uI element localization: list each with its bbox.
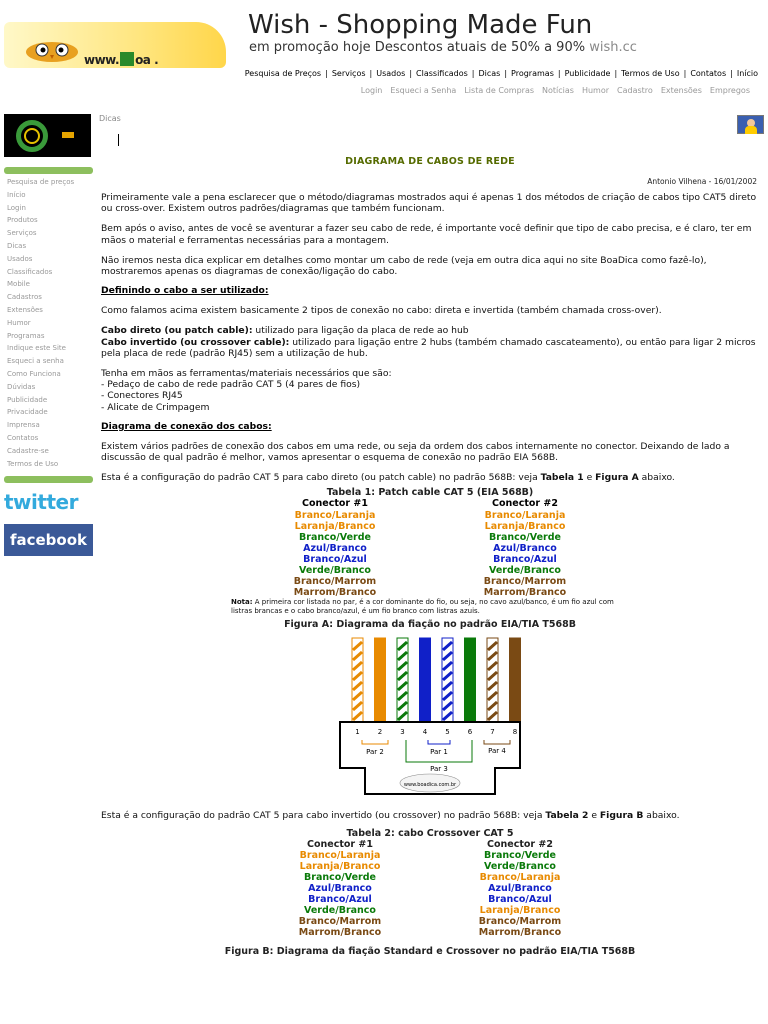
wire-1	[352, 638, 363, 724]
wire-color-cell: Laranja/Branco	[484, 520, 566, 532]
pin-number: 3	[400, 728, 405, 737]
paragraph-scope: Não iremos nesta dica explicar em detalhes como montar um cabo de rede (veja em outra dica aqui no site BoaDica como fazê-lo), mostraremos apenas os diagramas de conexão/ligação do cabo.	[101, 254, 707, 278]
left-menu-item[interactable]: Indique este Site	[7, 344, 66, 353]
pin-number: 1	[355, 728, 360, 737]
topnav-item[interactable]: Usados	[376, 69, 406, 78]
facebook-logo[interactable]: facebook	[4, 524, 93, 556]
left-menu-item[interactable]: Classificados	[7, 267, 53, 276]
pair-4-label: Par 4	[488, 747, 506, 756]
tool-item: - Conectores RJ45	[101, 390, 183, 402]
left-menu-item[interactable]: Produtos	[7, 216, 38, 225]
paragraph-tools-intro: Tenha em mãos as ferramentas/materiais necessários que são:	[101, 368, 392, 380]
wire-color-cell: Branco/Laranja	[479, 871, 561, 883]
left-menu-item[interactable]: Privacidade	[7, 408, 48, 417]
secondary-navigation	[353, 86, 750, 95]
breadcrumb[interactable]: Dicas	[99, 114, 121, 123]
table2	[250, 839, 610, 939]
table1-connector2-column	[430, 498, 620, 598]
nav-separator: |	[369, 69, 373, 78]
paragraph-standards: Existem vários padrões de conexão dos cabos em uma rede, ou seja da ordem dos cabos internamente no conector. Deixando de lado a discussão de qual padrão é melhor, vamos apresentar o esquema de conexão no padrão EIA 568B.	[101, 440, 730, 464]
wire-color-note: Nota: A primeira cor listada no par, é a cor dominante do fio, ou seja, no cavo azul/banco, é um fio azul com listras brancas e o cabo branco/azul, é um fio branco com listras azuis.	[231, 598, 614, 615]
dollar-icon	[24, 128, 40, 144]
nav-separator: |	[471, 69, 475, 78]
nav-separator: |	[683, 69, 687, 78]
wire-color-cell: Verde/Branco	[299, 565, 371, 577]
subnav-item[interactable]: Lista de Compras	[464, 86, 535, 95]
left-menu-item[interactable]: Extensões	[7, 305, 43, 314]
table2-header-connector2: Conector #2	[487, 838, 553, 850]
nav-separator: |	[325, 69, 328, 78]
text-cursor	[118, 134, 119, 146]
page-title: Wish - Shopping Made Fun	[248, 10, 593, 40]
left-menu-bottom-bar	[4, 476, 93, 483]
top-navigation	[245, 69, 758, 78]
nav-separator: |	[504, 69, 508, 78]
left-menu-item[interactable]: Login	[7, 203, 26, 212]
left-menu-item[interactable]: Pesquisa de preços	[7, 178, 75, 186]
wire-color-cell: Branco/Azul	[493, 553, 557, 565]
table2-connector2-column	[430, 839, 610, 939]
subnav-item[interactable]: Humor	[581, 86, 610, 95]
table1-header-connector2: Conector #2	[492, 498, 558, 510]
topnav-item[interactable]: Termos de Uso	[621, 69, 680, 78]
paragraph-cable-types: Como falamos acima existem basicamente 2 tipos de conexão no cabo: direta e invertida (também chamada cross-over).	[101, 305, 662, 317]
pin-number: 4	[422, 728, 428, 737]
wire-color-cell: Branco/Laranja	[484, 509, 566, 521]
table1-connector1-column	[240, 498, 430, 598]
wire-color-cell: Branco/Marrom	[483, 576, 567, 588]
wire-color-cell: Verde/Branco	[484, 860, 556, 872]
left-menu-item[interactable]: Cadastre-se	[7, 446, 49, 455]
pin-number: 5	[445, 728, 450, 737]
paragraph-direct-cable: Cabo direto (ou patch cable): utilizado para ligação da placa de rede ao hub	[101, 325, 469, 337]
paragraph-warning: Bem após o aviso, antes de você se aventurar a fazer seu cabo de rede, é importante você definir que tipo de cabo precisa, e é claro, ter em mãos o material e ferramentas necessárias para a montagem.	[101, 223, 752, 246]
wire-7	[487, 638, 498, 724]
wire-color-cell: Branco/Marrom	[298, 916, 382, 928]
wire-color-cell: Azul/Branco	[493, 542, 557, 554]
wire-color-cell: Branco/Marrom	[478, 916, 562, 928]
wire-color-cell: Branco/Marrom	[293, 576, 377, 588]
wire-color-cell: Branco/Laranja	[294, 509, 376, 521]
pair-3-label: Par 3	[430, 765, 448, 774]
user-avatar-icon[interactable]	[737, 115, 764, 134]
nav-separator: |	[557, 69, 561, 78]
figure-b-title: Figura B: Diagrama da fiação Standard e Crossover no padrão EIA/TIA T568B	[224, 946, 636, 958]
tool-item: - Pedaço de cabo de rede padrão CAT 5 (4 pares de fios)	[101, 379, 361, 391]
left-menu-item[interactable]: Cadastros	[7, 293, 42, 302]
subnav-item[interactable]: Extensões	[660, 86, 702, 95]
topnav-item[interactable]: Serviços	[331, 69, 366, 78]
wire-color-cell: Branco/Azul	[488, 893, 552, 905]
table2-connector1-column	[250, 839, 430, 939]
promo-domain: wish.cc	[589, 40, 637, 55]
section-heading-connection-diagram: Diagrama de conexão dos cabos:	[101, 420, 272, 432]
subnav-item[interactable]: Notícias	[542, 86, 574, 95]
table1	[240, 498, 620, 598]
pin-number: 2	[377, 728, 383, 737]
figure-a-wiring-diagram	[330, 636, 530, 800]
table1-title: Tabela 1: Patch cable CAT 5 (EIA 568B)	[326, 487, 534, 499]
owl-mascot-icon	[24, 38, 80, 64]
wire-color-cell: Laranja/Branco	[479, 905, 561, 917]
table2-header-connector1: Conector #1	[307, 838, 373, 850]
nav-separator: |	[614, 69, 618, 78]
pin-number: 6	[467, 728, 473, 737]
paragraph-crossover-config: Esta é a configuração do padrão CAT 5 para cabo invertido (ou crossover) no padrão 568B: veja Tabela 2 e Figura B abaixo.	[101, 810, 680, 822]
left-menu-item[interactable]: Como Funciona	[7, 369, 61, 378]
wire-color-cell: Branco/Azul	[303, 553, 367, 565]
pair-1-label: Par 1	[430, 748, 448, 757]
figure-a-title: Figura A: Diagrama da fiação no padrão EIA/TIA T568B	[284, 619, 576, 631]
section-heading-cable-type: Definindo o cabo a ser utilizado:	[101, 285, 269, 297]
article-content	[101, 150, 759, 957]
arrow-icon	[62, 132, 74, 138]
pair-2-label: Par 2	[366, 748, 384, 757]
left-menu-item[interactable]: Usados	[7, 254, 33, 263]
left-menu-item[interactable]: Início	[7, 190, 26, 199]
left-menu-item[interactable]: Humor	[7, 318, 31, 327]
subnav-item[interactable]: Empregos	[709, 86, 750, 95]
subnav-item[interactable]: Login	[360, 86, 383, 95]
wire-color-cell: Marrom/Branco	[483, 587, 567, 599]
left-menu-item[interactable]: Publicidade	[7, 395, 48, 404]
topnav-item[interactable]: Publicidade	[564, 69, 611, 78]
topnav-item[interactable]: Contatos	[690, 69, 727, 78]
logo-text: www. oa .	[84, 53, 159, 67]
wire-color-cell: Laranja/Branco	[294, 520, 376, 532]
wire-color-cell: Azul/Branco	[488, 882, 552, 894]
topnav-item[interactable]: Pesquisa de Preços	[244, 69, 322, 78]
wire-color-cell: Marrom/Branco	[298, 927, 382, 939]
wire-color-cell: Branco/Verde	[299, 531, 371, 543]
wire-8	[510, 638, 521, 724]
wire-2	[375, 638, 386, 724]
left-menu-item[interactable]: Dicas	[7, 241, 27, 250]
table1-header-connector1: Conector #1	[302, 498, 368, 510]
wire-6	[465, 638, 476, 724]
wire-color-cell: Branco/Verde	[489, 531, 561, 543]
left-banner-ad[interactable]	[4, 114, 91, 157]
subnav-item[interactable]: Esqueci a Senha	[390, 86, 457, 95]
pin-number: 8	[512, 728, 518, 737]
promo-text: em promoção hoje Descontos atuais de 50% a 90%	[249, 40, 586, 55]
paragraph-intro: Primeiramente vale a pena esclarecer que o método/diagramas mostrados aqui é apenas 1 dos métodos de criação de cabos tipo CAT5 direto ou cross-over. Existem outros padrões/diagramas que também funcionam.	[101, 192, 757, 215]
topnav-item[interactable]: Dicas	[478, 69, 501, 78]
wire-color-cell: Marrom/Branco	[478, 927, 562, 939]
nav-separator: |	[409, 69, 413, 78]
paragraph-crossover-cable: Cabo invertido (ou crossover cable): utilizado para ligação entre 2 hubs (também chamado cascateamento), ou então para ligar 2 micros pela placa de rede (padrão RJ45) sem a utilização de hub.	[101, 336, 756, 359]
topnav-item[interactable]: Classificados	[416, 69, 468, 78]
page-subtitle[interactable]	[249, 40, 637, 55]
left-menu-item[interactable]: Esqueci a senha	[7, 357, 64, 366]
wire-color-cell: Branco/Verde	[304, 871, 376, 883]
left-menu-item[interactable]: Termos de Uso	[7, 459, 59, 468]
left-menu-item[interactable]: Mobile	[7, 280, 30, 289]
article-byline: Antonio Vilhena - 16/01/2002	[647, 177, 757, 186]
subnav-item[interactable]: Cadastro	[617, 86, 653, 95]
paragraph-straight-config: Esta é a configuração do padrão CAT 5 para cabo direto (ou patch cable) no padrão 568B: veja Tabela 1 e Figura A abaixo.	[101, 472, 675, 484]
topnav-item[interactable]: Início	[736, 69, 758, 78]
wire-color-cell: Branco/Laranja	[299, 849, 381, 861]
wire-color-cell: Verde/Branco	[489, 565, 561, 577]
wire-color-cell: Marrom/Branco	[293, 587, 377, 599]
left-menu	[7, 176, 93, 470]
site-logo[interactable]	[0, 0, 232, 72]
left-menu-item[interactable]: Contatos	[7, 433, 39, 442]
wire-color-cell: Verde/Branco	[304, 905, 376, 917]
nav-separator: |	[730, 69, 733, 78]
wire-color-cell: Azul/Branco	[303, 542, 367, 554]
wire-color-cell: Branco/Azul	[308, 893, 372, 905]
wire-3	[397, 638, 408, 724]
twitter-logo[interactable]: twitter	[4, 490, 78, 514]
topnav-item[interactable]: Programas	[511, 69, 554, 78]
left-menu-item[interactable]: Imprensa	[7, 421, 40, 430]
tool-item: - Alicate de Crimpagem	[101, 401, 210, 413]
left-menu-top-bar	[4, 167, 93, 174]
left-menu-item[interactable]: Serviços	[7, 229, 37, 238]
wire-color-cell: Branco/Verde	[484, 849, 556, 861]
pin-number: 7	[490, 728, 495, 737]
left-menu-item[interactable]: Programas	[7, 331, 45, 340]
wire-color-cell: Laranja/Branco	[299, 860, 381, 872]
boadica-logo-text: www.boadica.com.br	[403, 782, 457, 789]
table2-title: Tabela 2: cabo Crossover CAT 5	[346, 827, 514, 839]
wire-4	[420, 638, 431, 724]
article-title: DIAGRAMA DE CABOS DE REDE	[345, 156, 515, 167]
left-menu-item[interactable]: Dúvidas	[7, 382, 36, 391]
wire-color-cell: Azul/Branco	[308, 882, 372, 894]
wire-5	[442, 638, 453, 724]
